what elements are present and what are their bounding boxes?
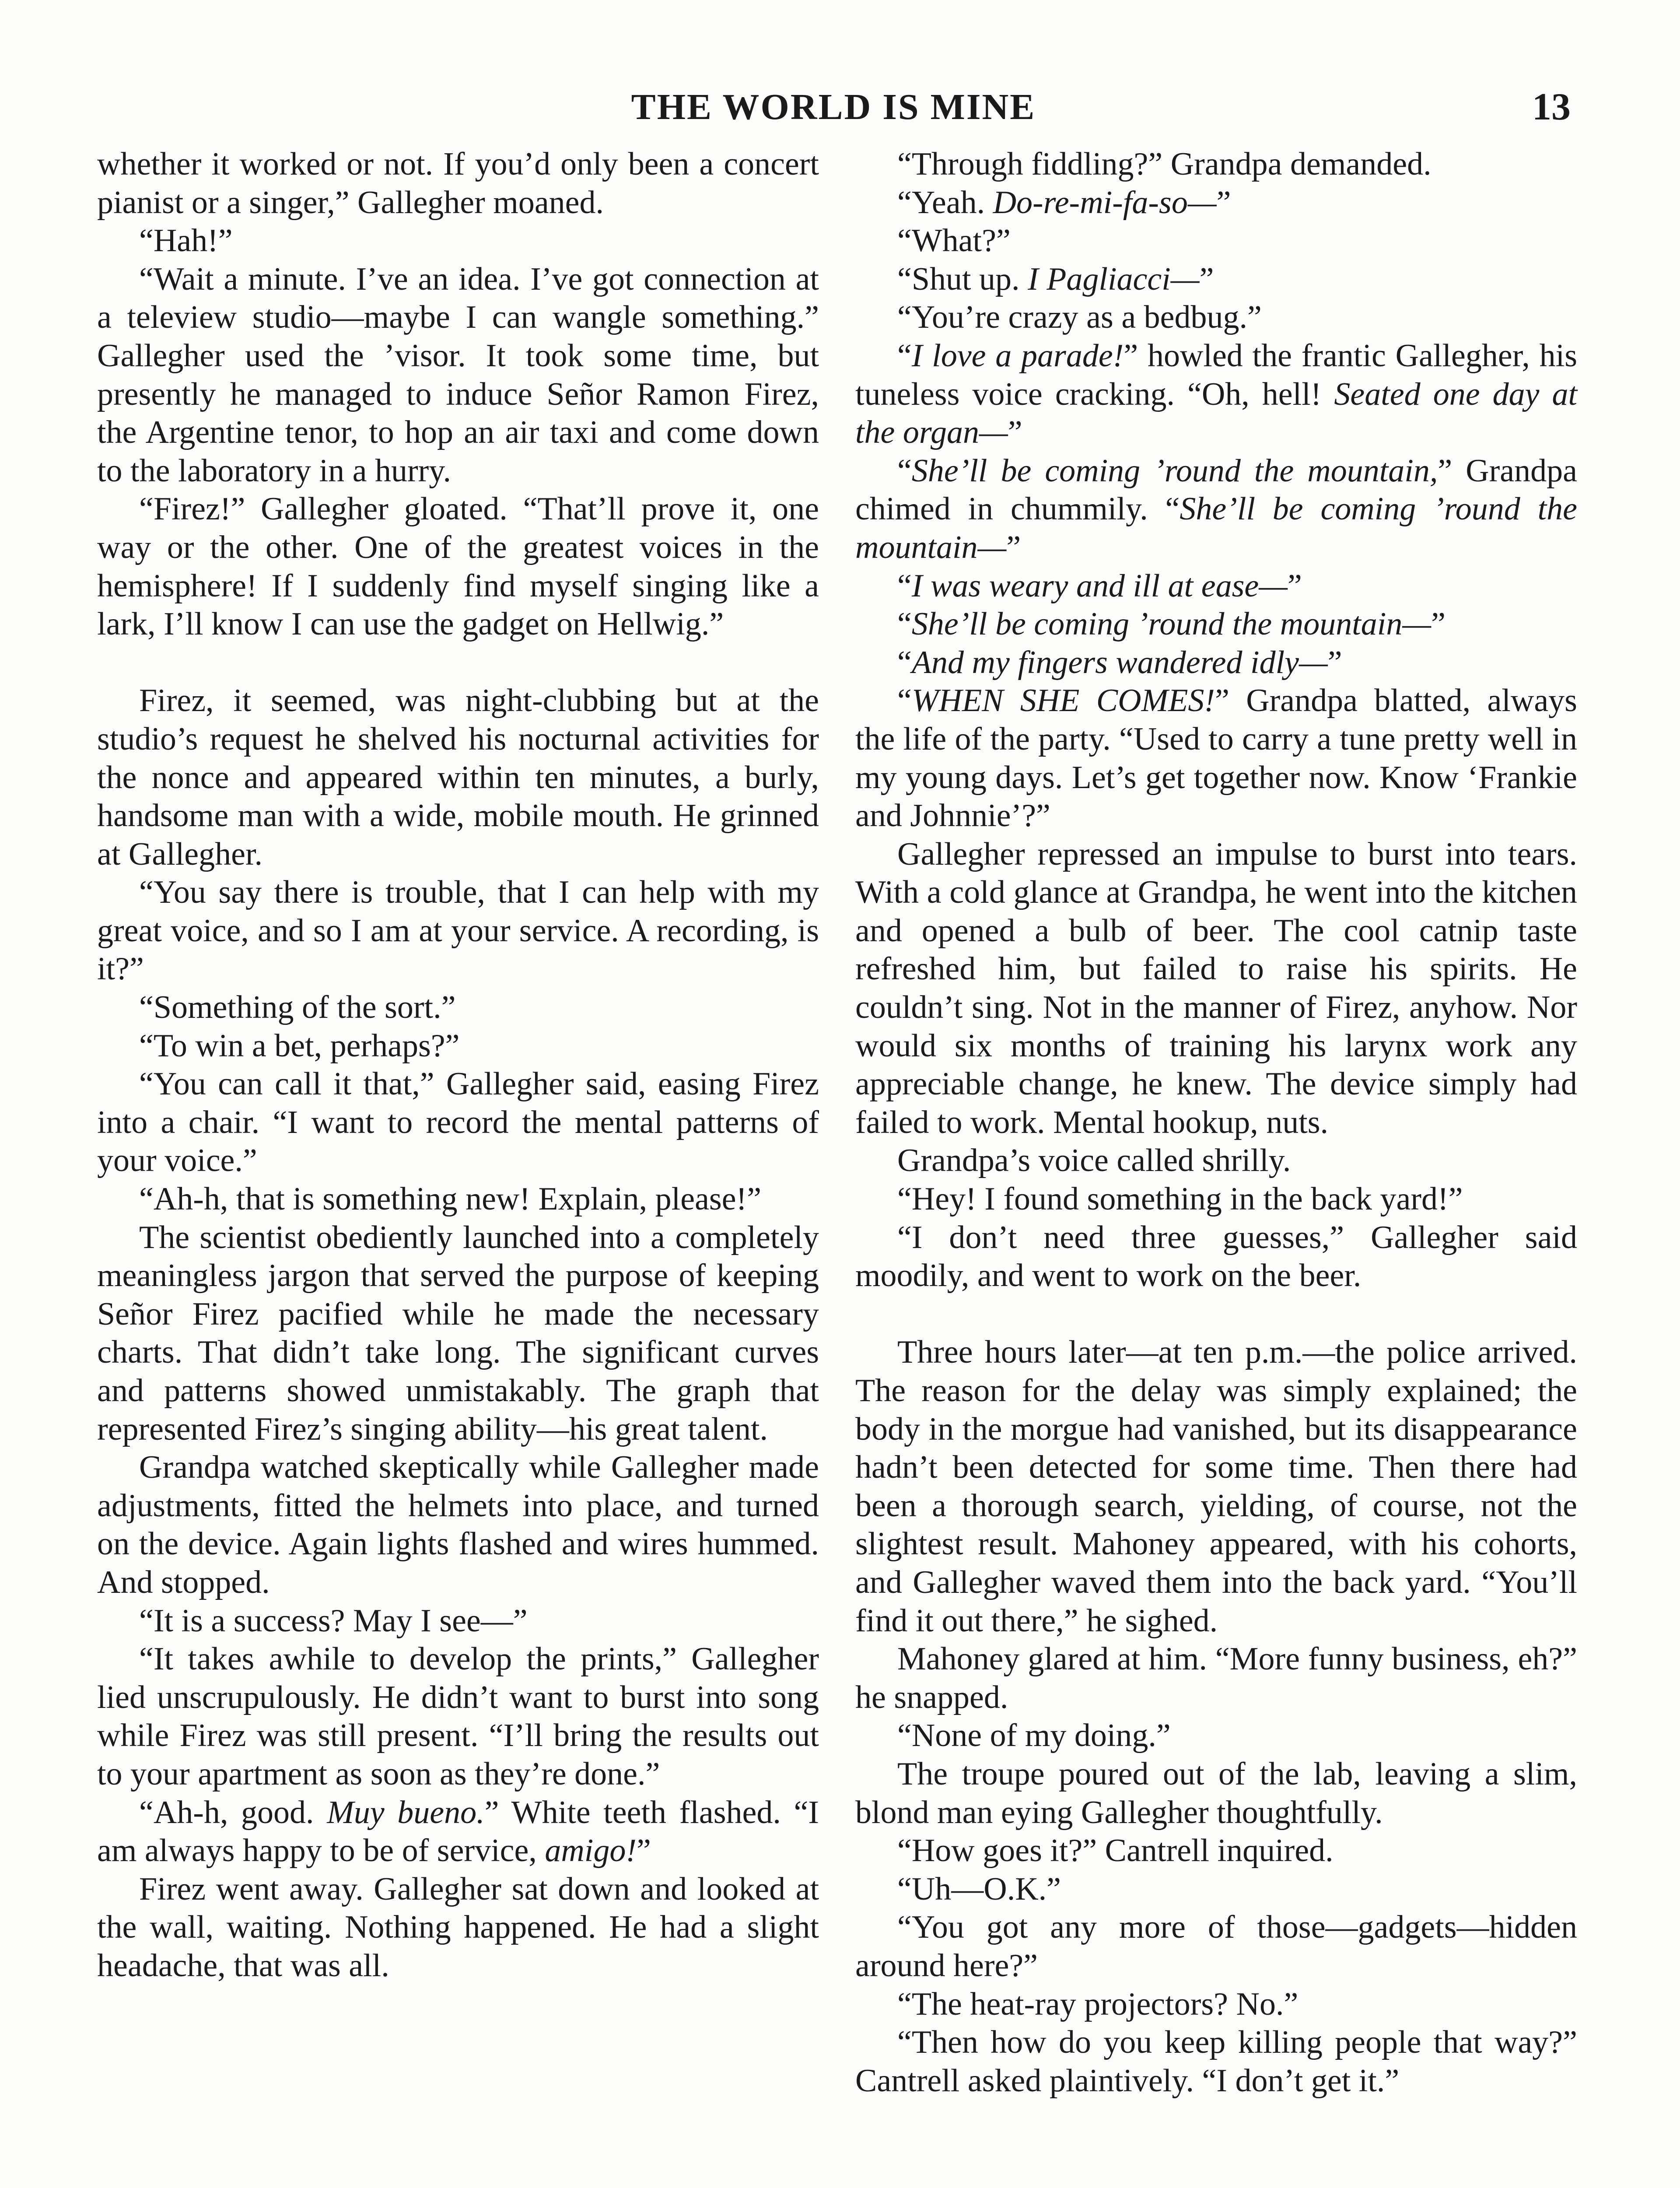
paragraph: Grandpa’s voice called shrilly. (897, 1143, 1291, 1179)
paragraph: Grandpa watched skeptically while Gallegher made adjustments, fitted the helmets into place, and turned on the device. Again lights flashed and wires hummed. And stopped. (97, 1449, 819, 1600)
paragraph: The scientist obediently launched into a completely meaningless jargon that served the purpose of keeping Señor Firez pacified while he made the necessary charts. That didn’t take long. The significant curves and patterns showed unmistakably. The graph that represented Firez’s singing ability—his great talent. (97, 1219, 819, 1447)
paragraph: “The heat-ray projectors? No.” (897, 1986, 1298, 2022)
paragraph: Gallegher repressed an impulse to burst into tears. With a cold glance at Grandpa, he went into the kitchen and opened a bulb of beer. The cool catnip taste refreshed him, but failed to raise his spirits. He couldn’t sing. Not in the manner of Firez, anyhow. Nor would six months of training his larynx work any appreciable change, he knew. The device simply had failed to work. Mental hookup, nuts. (855, 836, 1577, 1140)
paragraph: “She’ll be coming ’round the mountain—” (897, 606, 1446, 642)
story-title: THE WORLD IS MINE (631, 87, 1036, 127)
paragraph: “It takes awhile to develop the prints,” Gallegher lied unscrupulously. He didn’t want to burst into song while Firez was still present. “I’ll bring the results out to your apartment as soon as they’re done.” (97, 1641, 819, 1792)
paragraph: “You can call it that,” Gallegher said, easing Firez into a chair. “I want to record the mental patterns of your voice.” (97, 1066, 819, 1179)
paragraph: “Ah-h, good. Muy bueno.” White teeth flashed. “I am always happy to be of service, amigo!” (97, 1794, 819, 1869)
left-column (97, 145, 819, 1985)
paragraph: “Wait a minute. I’ve an idea. I’ve got connection at a teleview studio—maybe I can wangle something.” Gallegher used the ’visor. It took some time, but presently he managed to induce Señor Ramon Firez, the Argentine tenor, to hop an air taxi and come down to the laboratory in a hurry. (97, 261, 819, 489)
paragraph: “None of my doing.” (897, 1718, 1171, 1754)
paragraph: Firez, it seemed, was night-clubbing but at the studio’s request he shelved his nocturnal activities for the nonce and appeared within ten minutes, a burly, handsome man with a wide, mobile mouth. He grinned at Gallegher. (97, 683, 819, 872)
paragraph: “WHEN SHE COMES!” Grandpa blatted, always the life of the party. “Used to carry a tune pretty well in my young days. Let’s get together now. Know ‘Frankie and Johnnie’?” (855, 683, 1577, 834)
paragraph: “She’ll be coming ’round the mountain,” Grandpa chimed in chummily. “She’ll be coming ’round the mountain—” (855, 452, 1577, 565)
page-number: 13 (1532, 86, 1571, 128)
paragraph: “To win a bet, perhaps?” (139, 1027, 460, 1064)
paragraph: whether it worked or not. If you’d only been a concert pianist or a singer,” Gallegher moaned. (97, 146, 819, 221)
running-header (96, 83, 1571, 136)
paragraph: “You’re crazy as a bedbug.” (897, 299, 1262, 336)
paragraph: The troupe poured out of the lab, leaving a slim, blond man eying Gallegher thoughtfully. (855, 1756, 1577, 1830)
paragraph: “Shut up. I Pagliacci—” (897, 261, 1214, 297)
paragraph: “Ah-h, that is something new! Explain, please!” (139, 1181, 762, 1217)
paragraph: “Hah!” (139, 223, 233, 259)
right-column (855, 145, 1577, 2100)
paragraph: “Yeah. Do-re-mi-fa-so—” (897, 184, 1231, 221)
paragraph: “It is a success? May I see—” (139, 1602, 528, 1639)
paragraph: “And my fingers wandered idly—” (897, 644, 1342, 680)
paragraph: “I don’t need three guesses,” Gallegher said moodily, and went to work on the beer. (855, 1219, 1577, 1294)
paragraph: “Hey! I found something in the back yard!” (897, 1181, 1463, 1217)
paragraph: “Through fiddling?” Grandpa demanded. (897, 146, 1432, 182)
paragraph: “You got any more of those—gadgets—hidden around here?” (855, 1909, 1577, 1984)
paragraph: “You say there is trouble, that I can help with my great voice, and so I am at your service. A recording, is it?” (97, 874, 819, 987)
paragraph: “What?” (897, 223, 1011, 259)
paragraph: Mahoney glared at him. “More funny business, eh?” he snapped. (855, 1641, 1577, 1715)
paragraph: “Firez!” Gallegher gloated. “That’ll prove it, one way or the other. One of the greatest voices in the hemisphere! If I suddenly find myself singing like a lark, I’ll know I can use the gadget on Hellwig.” (97, 491, 819, 642)
paragraph: “Then how do you keep killing people that way?” Cantrell asked plaintively. “I don’t get it.” (855, 2024, 1577, 2099)
paragraph: “I was weary and ill at ease—” (897, 568, 1302, 604)
paragraph: Firez went away. Gallegher sat down and looked at the wall, waiting. Nothing happened. He had a slight headache, that was all. (97, 1871, 819, 1984)
paragraph: “How goes it?” Cantrell inquired. (897, 1833, 1334, 1869)
paragraph: “Uh—O.K.” (897, 1871, 1061, 1907)
paragraph: Three hours later—at ten p.m.—the police arrived. The reason for the delay was simply explained; the body in the morgue had vanished, but its disappearance hadn’t been detected for some time. Then there had been a thorough search, yielding, of course, not the slightest result. Mahoney appeared, with his cohorts, and Gallegher waved them into the back yard. “You’ll find it out there,” he sighed. (855, 1334, 1577, 1639)
paragraph: “I love a parade!” howled the frantic Gallegher, his tuneless voice cracking. “Oh, hell! Seated one day at the organ—” (855, 337, 1578, 451)
paragraph: “Something of the sort.” (139, 989, 456, 1026)
